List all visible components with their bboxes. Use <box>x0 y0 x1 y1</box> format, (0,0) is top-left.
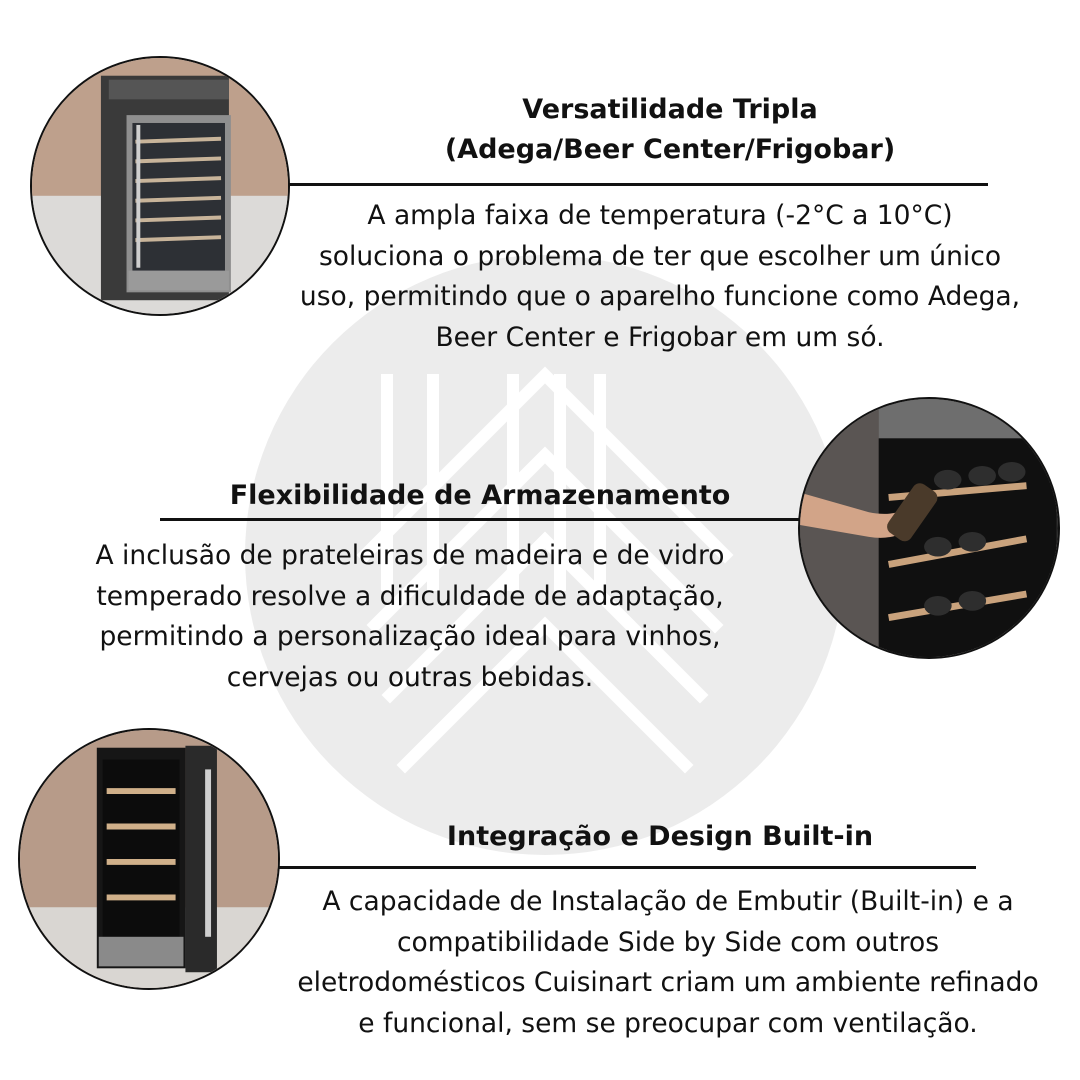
divider-line <box>288 183 988 186</box>
section-body-versatilidade <box>270 196 1050 358</box>
body-line: A inclusão de prateleiras de madeira e de vidro <box>95 540 725 571</box>
body-line: eletrodomésticos Cuisinart criam um ambiente refinado <box>297 967 1039 998</box>
section-body-flexibilidade <box>40 536 780 698</box>
section-title-versatilidade <box>350 90 990 170</box>
section-title-flexibilidade: Flexibilidade de Armazenamento <box>229 480 731 511</box>
body-line: A capacidade de Instalação de Embutir (Built-in) e a <box>322 886 1014 917</box>
divider-line <box>278 866 976 869</box>
body-line: permitindo a personalização ideal para vinhos, <box>99 621 721 652</box>
hand-pulling-bottle-from-shelf-photo <box>798 397 1060 659</box>
body-line: A ampla faixa de temperatura (-2°C a 10°C) <box>367 200 953 231</box>
body-line: e funcional, sem se preocupar com ventilação. <box>358 1007 978 1039</box>
section-title-integracao: Integração e Design Built-in <box>446 821 874 852</box>
body-line: Beer Center e Frigobar em um só. <box>435 321 885 353</box>
title-line-2: (Adega/Beer Center/Frigobar) <box>444 134 896 165</box>
body-line: cervejas ou outras bebidas. <box>226 661 594 693</box>
body-line: compatibilidade Side by Side com outros <box>396 926 940 958</box>
wine-cooler-closed-door-photo <box>30 56 290 316</box>
title-line-1: Versatilidade Tripla <box>522 94 818 125</box>
body-line: soluciona o problema de ter que escolher um único <box>318 240 1002 272</box>
body-line: temperado resolve a dificuldade de adaptação, <box>96 580 724 612</box>
body-line: uso, permitindo que o aparelho funcione como Adega, <box>299 281 1021 312</box>
section-body-integracao <box>262 882 1074 1044</box>
wine-cooler-open-door-photo <box>18 728 280 990</box>
divider-line <box>160 518 800 521</box>
